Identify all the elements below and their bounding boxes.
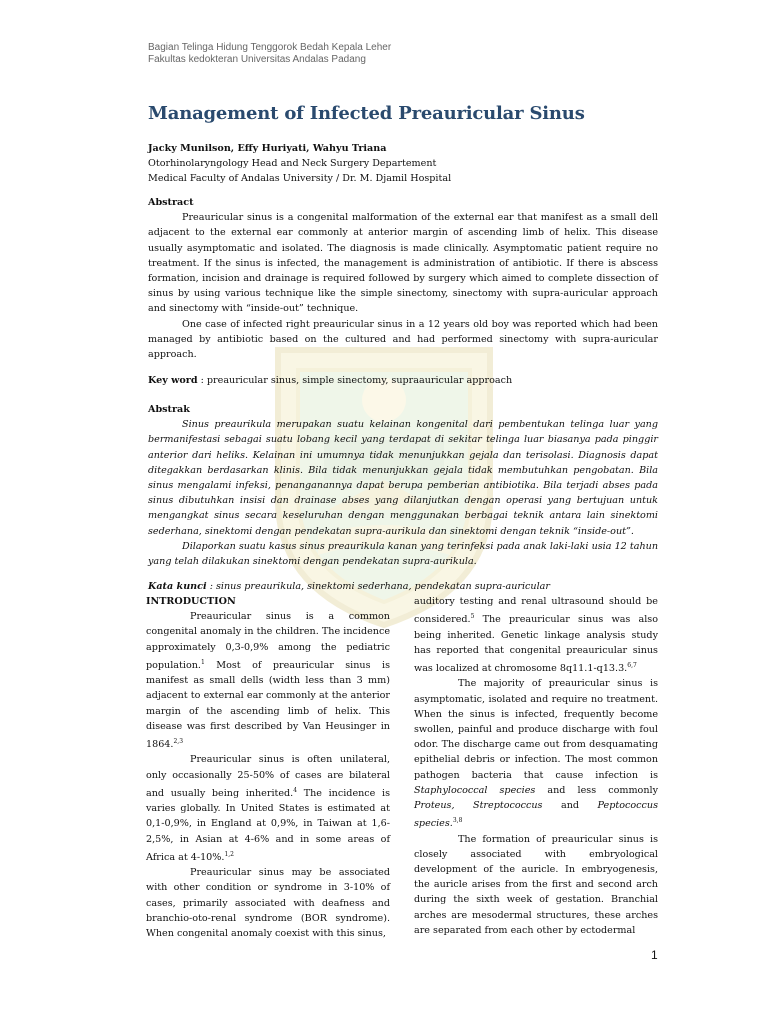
- intro-paragraph-4: auditory testing and renal ultrasound should be considered.$^5$ The preauricular sinus was also being inherited. Genetic linkage analysis study has reported that congenital preauricular sinus was localized at chromosome 8q11.1-q13.3.$^{6,7}$: [414, 596, 658, 675]
- citation: 6,7: [627, 662, 637, 669]
- institution-line-1: Bagian Telinga Hidung Tenggorok Bedah Kepala Leher: [148, 42, 392, 53]
- institution-header: [148, 42, 391, 66]
- author-block: [148, 141, 668, 186]
- keyword-text: : preauricular sinus, simple sinectomy, supraauricular approach: [197, 375, 513, 386]
- abstrak-section: [148, 402, 658, 569]
- intro-paragraph-3: Preauricular sinus may be associated with other condition or syndrome in 3-10% of cases, primarily associated with deafness and branchio-oto-renal syndrome (BOR syndrome). When congenital anomaly coexist with this sinus,: [146, 867, 390, 940]
- abstrak-paragraph-2: Dilaporkan suatu kasus sinus preaurikula kanan yang terinfeksi pada anak laki-laki usia 12 tahun yang telah dilakukan sinektomi dengan pendekatan supra-aurikula.: [148, 540, 658, 568]
- intro-paragraph-5: The majority of preauricular sinus is asymptomatic, isolated and require no treatment. When the sinus is infected, frequently become swollen, painful and produce discharge with foul odor. The discharge came out from desquamating epithelial debris or infection. The most common pathogen bacteria that cause infection is Staphylococcal species and less commonly Proteus, Streptococcus and Peptococcus species.$^{3,8}$: [414, 678, 658, 830]
- citation: 3,8: [452, 817, 463, 825]
- intro-paragraph-1: Preauricular sinus is a common congenital anomaly in the children. The incidence approximately 0,3-0,9% among the pediatric population.$^1$ Most of preauricular sinus is manifest as small dells (width less than 3 mm) adjacent to external ear commonly at the anterior margin of the ascending limb of helix. This disease was first described by Van Heusinger in 1864.$^{2,3}$: [146, 611, 390, 751]
- intro-heading: INTRODUCTION: [146, 596, 236, 607]
- citation: 5: [470, 613, 475, 621]
- kata-kunci-label: Kata kunci: [148, 581, 207, 592]
- abstract-paragraph-1: Preauricular sinus is a congenital malformation of the external ear that manifest as a small dell adjacent to the external ear commonly at anterior margin of ascending limb of helix. This disease usually asymptomatic and isolated. The diagnosis is made clinically. Asymptomatic patient require no treatment. If the sinus is infected, the management is administration of antibiotic. If there is abscess formation, incision and drainage is required followed by surgery which aimed to complete dissection of sinus by using various technique like the simple sinectomy, sinectomy with supra-auricular approach and sinectomy with “inside-out” technique.: [148, 212, 658, 315]
- institution-line-2: Fakultas kedokteran Universitas Andalas Padang: [148, 54, 366, 65]
- abstract-section: [148, 195, 658, 362]
- authors: Jacky Munilson, Effy Huriyati, Wahyu Triana: [148, 143, 387, 154]
- abstrak-heading: Abstrak: [148, 404, 190, 415]
- abstract-paragraph-2: One case of infected right preauricular sinus in a 12 years old boy was reported which had been managed by antibiotic based on the cultured and had performed sinectomy with supra-auricular approach.: [148, 318, 658, 361]
- affiliation-2: Medical Faculty of Andalas University / Dr. M. Djamil Hospital: [148, 173, 452, 184]
- citation: 1,2: [224, 850, 234, 858]
- abstract-heading: Abstract: [148, 197, 194, 208]
- affiliation-1: Otorhinolaryngology Head and Neck Surgery Departement: [148, 158, 437, 169]
- kata-kunci-text: : sinus preaurikula, sinektomi sederhana, pendekatan supra-auricular: [206, 581, 550, 592]
- intro-column-left: [146, 594, 390, 941]
- intro-paragraph-2: Preauricular sinus is often unilateral, only occasionally 25-50% of cases are bilateral and usually being inherited.$^4$ The incidence is varies globally. In United States is estimated at 0,1-0,9%, in England at 0,9%, in Taiwan at 1,6-2,5%, in Asian at 4-6% and in some areas of Africa at 4-10%.$^{1,2}$: [146, 754, 390, 863]
- keyword-label: Key word: [148, 375, 198, 386]
- abstrak-paragraph-1: Sinus preaurikula merupakan suatu kelainan kongenital dari pembentukan telinga luar yang bermanifestasi sebagai suatu lobang kecil yang terdapat di sekitar telinga luar biasanya pada pinggir anterior dari heliks. Kelainan ini umumnya tidak menunjukkan gejala dan terisolasi. Diagnosis dapat ditegakkan berdasarkan klinis. Bila tidak menunjukkan gejala tidak membutuhkan pengobatan. Bila sinus mengalami infeksi, penanganannya dapat berupa pemberian antibiotika. Bila terjadi abses pada sinus dibutuhkan insisi dan drainase abses yang dilanjutkan dengan operasi yang bertujuan untuk mengangkat sinus secara keseluruhan dengan menggunakan berbagai teknik antara lain sinektomi sederhana, sinektomi dengan pendekatan supra-aurikula dan sinektomi dengan teknik “inside-out”.: [148, 419, 658, 537]
- kata-kunci: [148, 580, 658, 594]
- intro-paragraph-6: The formation of preauricular sinus is closely associated with embryological development of the auricle. In embryogenesis, the auricle arises from the first and second arch during the sixth week of gestation. Branchial arches are mesodermal structures, these arches are separated from each other by ectodermal: [414, 833, 658, 936]
- citation: 4: [293, 786, 298, 794]
- page-number: 1: [651, 948, 658, 962]
- citation: 2,3: [173, 738, 184, 746]
- keywords: [148, 373, 658, 388]
- citation: 1: [200, 658, 205, 666]
- intro-column-right: [414, 594, 658, 938]
- paper-title: Management of Infected Preauricular Sinus: [148, 103, 585, 124]
